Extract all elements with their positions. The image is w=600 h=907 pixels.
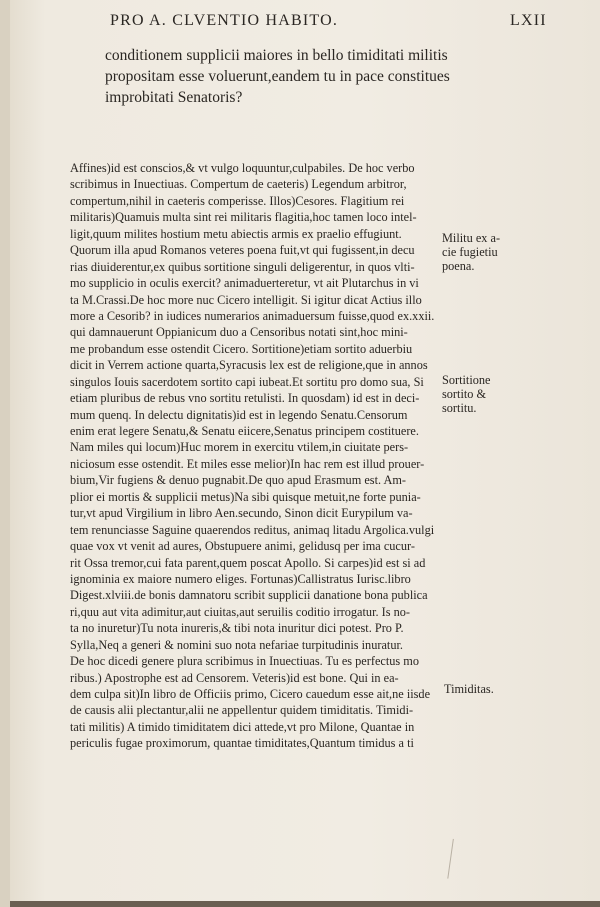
commentary-line: qui damnauerunt Oppianicum duo a Censoribus notati sint,hoc mini- <box>70 325 408 340</box>
commentary-line: singulos Iouis sacerdotem sortito capi iubeat.Et sortitu pro domo sua, Si <box>70 374 424 389</box>
commentary-line: periculis fugae proximorum, quantae timiditates,Quantum timidus a ti <box>70 736 414 751</box>
page-edge-shadow <box>10 901 600 907</box>
lemma-line: improbitati Senatoris? <box>105 89 243 106</box>
commentary-line: militaris)Quamuis multa sint rei militaris flagitia,hoc tamen loco intel- <box>70 210 417 225</box>
commentary-block <box>70 160 440 752</box>
commentary-line: niciosum esse ostendit. Et miles esse melior)In hac rem est illud prouer- <box>70 456 425 471</box>
margin-note-line: poena. <box>442 259 475 273</box>
commentary-line: Digest.xlviii.de bonis damnatoru scribit supplicii danatione bona publica <box>70 588 428 603</box>
margin-note-line: cie fugietiu <box>442 245 498 259</box>
commentary-line: tur,vt apud Virgilium in libro Aen.secundo, Sinon dicit Eurypilum va- <box>70 506 413 521</box>
commentary-line: dicit in Verrem actione quarta,Syracusis lex est de religione,que in annos <box>70 358 428 373</box>
commentary-line: ta M.Crassi.De hoc more nuc Cicero intelligit. Si igitur dicat Actius illo <box>70 292 422 307</box>
commentary-line: ribus.) Apostrophe est ad Censorem. Veteris)id est bone. Qui in ea- <box>70 670 399 685</box>
running-header <box>10 12 600 36</box>
margin-note-line: Sortitione <box>442 373 491 387</box>
commentary-line: scribimus in Inuectiuas. Compertum de caeteris) Legendum arbitror, <box>70 177 407 192</box>
margin-note-sortitione <box>442 373 491 415</box>
commentary-line: dem culpa sit)In libro de Officiis primo, Cicero cauedum esse ait,ne iisde <box>70 687 431 701</box>
lemma-line: conditionem supplicii maiores in bello timiditati militis <box>105 47 448 64</box>
commentary-line: tati militis) A timido timiditatem dici attede,vt pro Milone, Quantae in <box>70 719 415 734</box>
commentary-line: De hoc dicedi genere plura scribimus in Inuectiuas. Tu es perfectus mo <box>70 654 420 669</box>
commentary-line: plior ei mortis & supplicii metus)Na sibi quisque metuit,ne forte punia- <box>70 489 421 504</box>
margin-note-line: sortitu. <box>442 401 477 415</box>
commentary-line: compertum,nihil in caeteris comperisse. Illos)Cesores. Flagitium rei <box>70 193 405 208</box>
commentary-line: Quorum illa apud Romanos veteres poena fuit,vt qui fugissent,in decu <box>70 243 415 258</box>
commentary-line: etiam pluribus de rebus vno sortitu retulisti. In quosdam) id est in deci- <box>70 391 420 406</box>
margin-note-line: Timiditas. <box>444 682 494 696</box>
lemma-text <box>105 45 450 108</box>
commentary-line: Nam miles qui locum)Huc morem in exercitu vtilem,in ciuitate pers- <box>70 440 409 455</box>
commentary-line: ta no inuretur)Tu nota inureris,& tibi nota inuritur dici potest. Pro P. <box>70 621 404 636</box>
running-title: PRO A. CLVENTIO HABITO. <box>110 12 339 29</box>
commentary-line: Sylla,Neq a generi & nomini suo nota nefariae turpitudinis inuratur. <box>70 637 403 652</box>
commentary-line: me probandum esse ostendit Cicero. Sortitione)etiam sortito aduerbiu <box>70 341 413 356</box>
commentary-line: de causis alii plectantur,alii ne appellentur quidem timiditatis. Timidi- <box>70 703 414 718</box>
commentary-line: Affines)id est conscios,& vt vulgo loquuntur,culpabiles. De hoc verbo <box>70 161 415 175</box>
commentary-line: rias diuiderentur,ex quibus sortitione singuli deligerentur, in quos vlti- <box>70 259 415 274</box>
commentary-line: mum quenq. In delectu dignitatis)id est in legendo Senatu.Censorum <box>70 407 408 422</box>
commentary-line: tem renunciasse Saguine quaerendos reditus, animaq litadu Argolica.vulgi <box>70 522 435 537</box>
commentary-line: mo supplicio in oculis exercit? animaduerteretur, vt ait Plutarchus in vi <box>70 276 419 291</box>
commentary-line: quae vox vt venit ad aures, Obstupuere animi, gelidusq per ima cucur- <box>70 539 415 554</box>
commentary-line: ri,quu aut vita adimitur,aut ciuitas,aut seruilis coditio irrogatur. Is no- <box>70 604 410 619</box>
margin-note-poena <box>442 231 500 273</box>
commentary-line: more a Cesorib? in iudices numerarios animaduersum fuisse,quod ex.xxii. <box>70 308 435 323</box>
margin-note-timiditas <box>444 682 494 696</box>
commentary-line: rit Ossa tremor,cui fata parent,quem poscat Apollo. Si carpes)id est si ad <box>70 555 426 570</box>
margin-note-line: Militu ex a- <box>442 231 501 245</box>
commentary-line: bium,Vir fugiens & denuo pugnabit.De quo apud Erasmum est. Am- <box>70 473 407 488</box>
commentary-line: ignominia ex maiore numero eliges. Fortunas)Callistratus Iurisc.libro <box>70 571 411 586</box>
folio-number: LXII <box>510 12 547 29</box>
lemma-line: propositam esse voluerunt,eandem tu in pace constitues <box>105 68 450 85</box>
margin-note-line: sortito & <box>442 387 487 401</box>
pencil-mark <box>447 839 471 881</box>
commentary-line: ligit,quum milites hostium metu abiectis armis ex praelio effugiunt. <box>70 226 402 241</box>
commentary-line: enim erat legere Senatu,& Senatu eiicere,Senatus principem costituere. <box>70 424 419 438</box>
